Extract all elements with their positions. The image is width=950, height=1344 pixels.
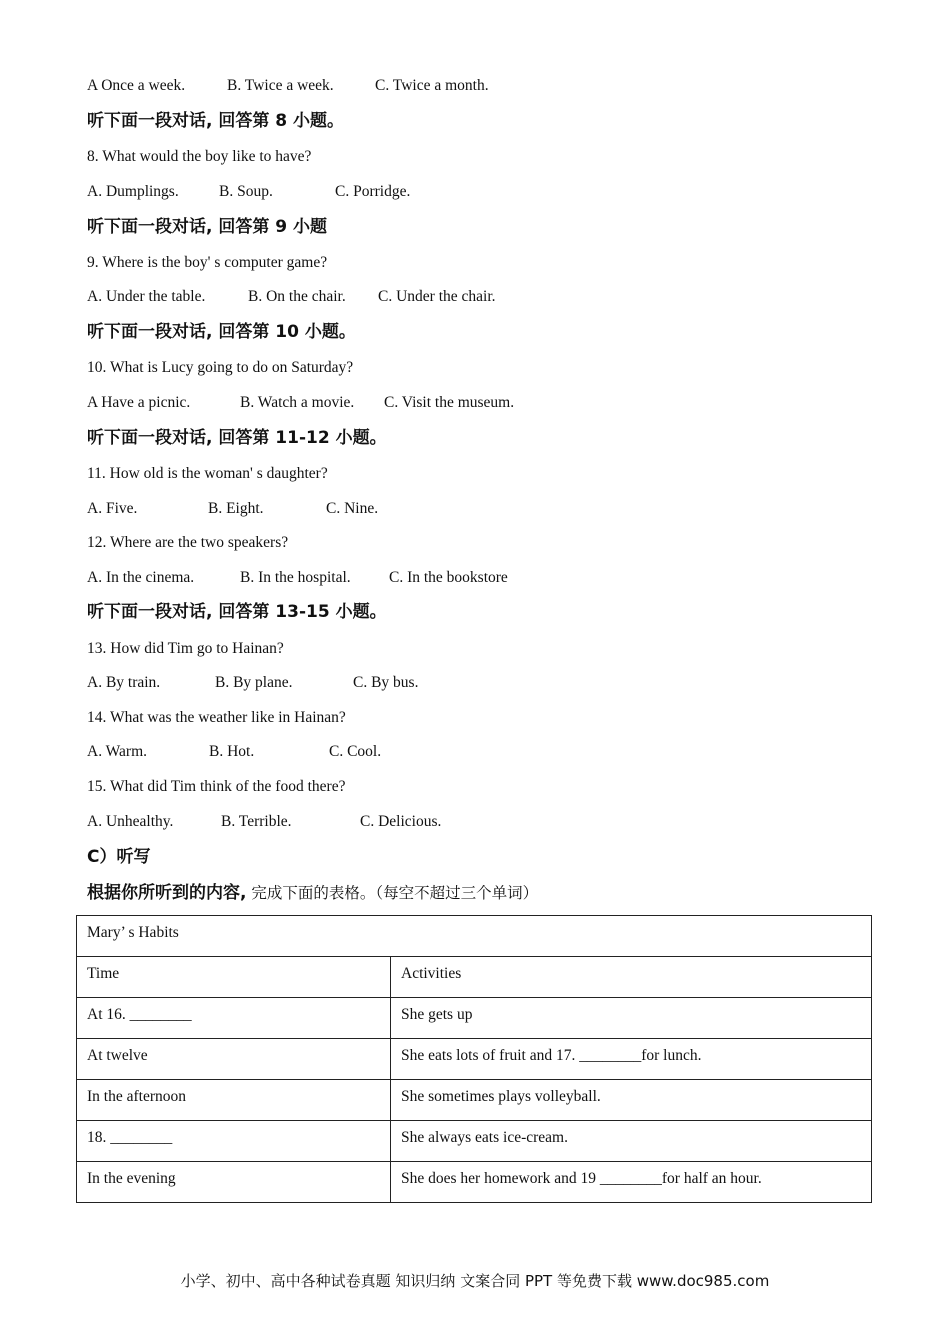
section-heading-13-15: 听下面一段对话, 回答第 13-15 小题。 — [87, 602, 387, 622]
table-title-row — [77, 916, 872, 957]
table-title: Mary’ s Habits — [77, 916, 872, 957]
option-b: B. Soup. — [219, 183, 273, 200]
question-15: 15. What did Tim think of the food there? — [87, 778, 346, 795]
activity-cell: She does her homework and 19 ________for half an hour. — [391, 1162, 872, 1203]
option-a: A. In the cinema. — [87, 569, 195, 586]
option-a: A Once a week. — [87, 77, 186, 94]
question-13: 13. How did Tim go to Hainan? — [87, 640, 284, 657]
instructions-bold: 根据你所听到的内容, — [87, 883, 247, 903]
time-cell: 18. ________ — [77, 1121, 391, 1162]
page-footer: 小学、初中、高中各种试卷真题 知识归纳 文案合同 PPT 等免费下载 www.doc985.com — [180, 1272, 770, 1290]
option-a: A. Five. — [87, 500, 138, 517]
table-row — [77, 1039, 872, 1080]
activity-cell: She always eats ice-cream. — [391, 1121, 872, 1162]
option-c: C. Delicious. — [360, 813, 442, 830]
section-heading-8: 听下面一段对话, 回答第 8 小题。 — [87, 111, 345, 131]
option-c: C. Cool. — [329, 743, 382, 760]
option-a: A Have a picnic. — [87, 394, 191, 411]
question-14: 14. What was the weather like in Hainan? — [87, 709, 346, 726]
time-cell: In the evening — [77, 1162, 391, 1203]
option-b: B. Watch a movie. — [240, 394, 355, 411]
instructions — [87, 882, 538, 904]
option-c: C. By bus. — [353, 674, 419, 691]
option-b: B. On the chair. — [248, 288, 346, 305]
header-activities: Activities — [391, 957, 872, 998]
table-row — [77, 998, 872, 1039]
table-row — [77, 1080, 872, 1121]
option-c: C. In the bookstore — [389, 569, 508, 586]
time-cell: At 16. ________ — [77, 998, 391, 1039]
habits-table — [76, 915, 872, 1203]
section-heading-11-12: 听下面一段对话, 回答第 11-12 小题。 — [87, 428, 387, 448]
option-c: C. Porridge. — [335, 183, 411, 200]
instructions-rest: 完成下面的表格。（每空不超过三个单词） — [246, 884, 539, 902]
question-8: 8. What would the boy like to have? — [87, 148, 312, 165]
option-a: A. Dumplings. — [87, 183, 179, 200]
option-c: C. Nine. — [326, 500, 379, 517]
question-12: 12. Where are the two speakers? — [87, 534, 289, 551]
time-cell: At twelve — [77, 1039, 391, 1080]
option-b: B. Twice a week. — [227, 77, 334, 94]
time-cell: In the afternoon — [77, 1080, 391, 1121]
option-a: A. Warm. — [87, 743, 148, 760]
header-time: Time — [77, 957, 391, 998]
table-row — [77, 1162, 872, 1203]
option-a: A. By train. — [87, 674, 161, 691]
activity-cell: She gets up — [391, 998, 872, 1039]
option-b: B. Eight. — [208, 500, 264, 517]
option-b: B. By plane. — [215, 674, 293, 691]
activity-cell: She eats lots of fruit and 17. ________for lunch. — [391, 1039, 872, 1080]
activity-cell: She sometimes plays volleyball. — [391, 1080, 872, 1121]
option-c: C. Under the chair. — [378, 288, 496, 305]
option-c: C. Twice a month. — [375, 77, 489, 94]
question-10: 10. What is Lucy going to do on Saturday? — [87, 359, 354, 376]
section-heading-10: 听下面一段对话, 回答第 10 小题。 — [87, 322, 356, 342]
option-a: A. Unhealthy. — [87, 813, 174, 830]
table-header-row — [77, 957, 872, 998]
option-c: C. Visit the museum. — [384, 394, 515, 411]
option-b: B. In the hospital. — [240, 569, 351, 586]
option-b: B. Terrible. — [221, 813, 292, 830]
table-row — [77, 1121, 872, 1162]
option-b: B. Hot. — [209, 743, 255, 760]
section-heading-9: 听下面一段对话, 回答第 9 小题 — [87, 217, 328, 237]
question-11: 11. How old is the woman' s daughter? — [87, 465, 328, 482]
question-9: 9. Where is the boy' s computer game? — [87, 254, 328, 271]
section-c-heading: C）听写 — [87, 847, 151, 867]
option-a: A. Under the table. — [87, 288, 206, 305]
